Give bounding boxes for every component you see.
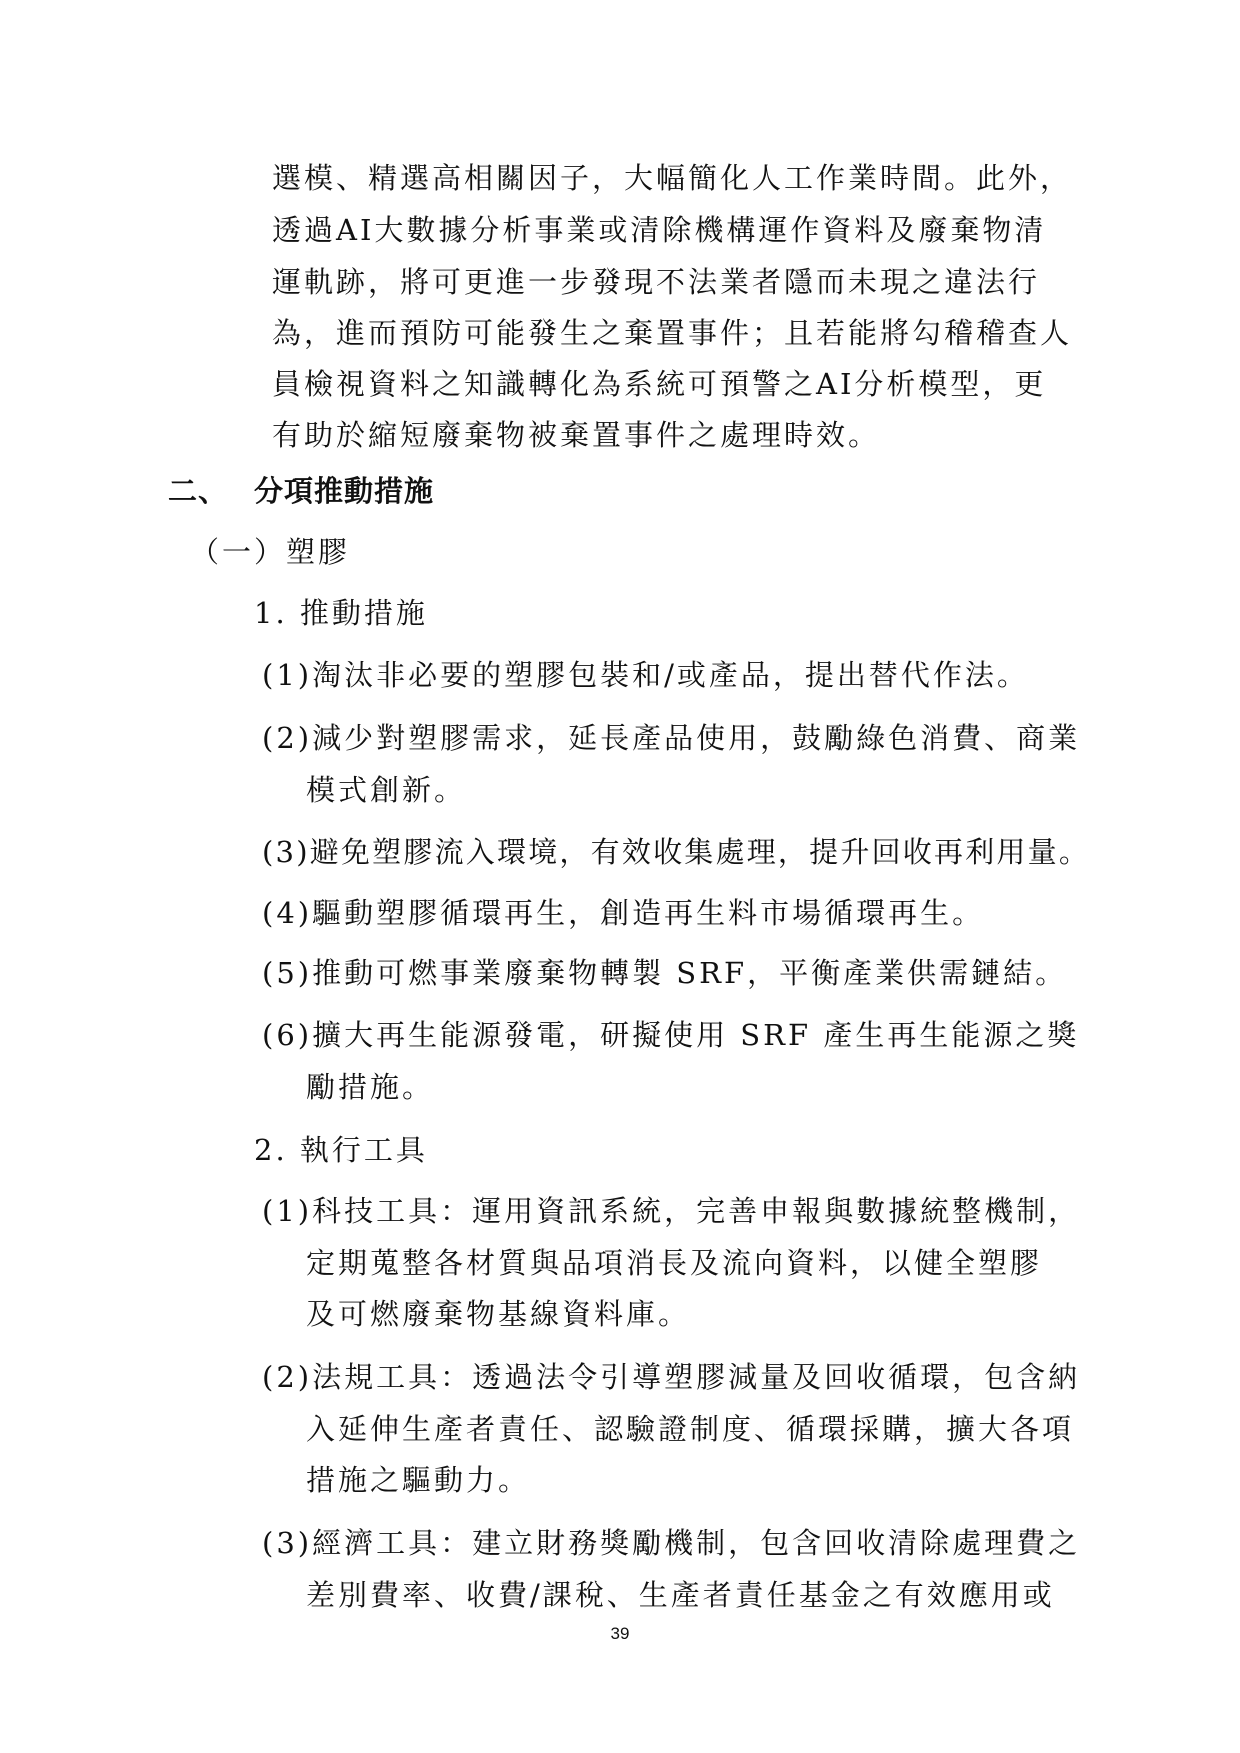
subsection-label: （一）塑膠 bbox=[190, 535, 351, 569]
intro-line-1: 選模、精選高相關因子，大幅簡化人工作業時間。此外， bbox=[272, 161, 1073, 195]
part1-item-2-cont: 模式創新。 bbox=[306, 773, 467, 807]
section-number: 二、 bbox=[168, 474, 229, 508]
part1-item-6: (6)擴大再生能源發電，研擬使用 SRF 產生再生能源之獎 bbox=[262, 1018, 1080, 1052]
part2-item-2-cont-1: 入延伸生產者責任、認驗證制度、循環採購，擴大各項 bbox=[306, 1412, 1075, 1446]
part1-item-5: (5)推動可燃事業廢棄物轉製 SRF，平衡產業供需鏈結。 bbox=[262, 956, 1068, 990]
part2-item-1-cont-2: 及可燃廢棄物基線資料庫。 bbox=[306, 1297, 691, 1331]
intro-line-5: 員檢視資料之知識轉化為系統可預警之AI分析模型，更 bbox=[272, 367, 1047, 401]
part2-item-3-cont-1: 差別費率、收費/課稅、生產者責任基金之有效應用或 bbox=[306, 1578, 1055, 1612]
part1-item-2: (2)減少對塑膠需求，延長產品使用，鼓勵綠色消費、商業 bbox=[262, 721, 1081, 755]
part1-heading: 1. 推動措施 bbox=[254, 596, 428, 630]
part2-item-1-cont-1: 定期蒐整各材質與品項消長及流向資料，以健全塑膠 bbox=[306, 1246, 1043, 1280]
page-number: 39 bbox=[610, 1624, 630, 1643]
section-title: 分項推動措施 bbox=[254, 474, 435, 508]
intro-line-6: 有助於縮短廢棄物被棄置事件之處理時效。 bbox=[272, 418, 881, 452]
intro-line-2: 透過AI大數據分析事業或清除機構運作資料及廢棄物清 bbox=[272, 213, 1047, 247]
part1-item-4: (4)驅動塑膠循環再生，創造再生料市場循環再生。 bbox=[262, 896, 985, 930]
part2-heading: 2. 執行工具 bbox=[254, 1133, 428, 1167]
part2-item-1: (1)科技工具：運用資訊系統，完善申報與數據統整機制， bbox=[262, 1194, 1081, 1228]
intro-line-3: 運軌跡，將可更進一步發現不法業者隱而未現之違法行 bbox=[272, 265, 1041, 299]
intro-line-4: 為，進而預防可能發生之棄置事件；且若能將勾稽稽查人 bbox=[272, 316, 1073, 350]
part2-item-2-cont-2: 措施之驅動力。 bbox=[306, 1463, 531, 1497]
part1-item-1: (1)淘汰非必要的塑膠包裝和/或產品，提出替代作法。 bbox=[262, 658, 1029, 692]
part1-item-6-cont: 勵措施。 bbox=[306, 1070, 435, 1104]
part2-item-2: (2)法規工具：透過法令引導塑膠減量及回收循環，包含納 bbox=[262, 1360, 1081, 1394]
part1-item-3: (3)避免塑膠流入環境，有效收集處理，提升回收再利用量。 bbox=[262, 835, 1091, 869]
part2-item-3: (3)經濟工具：建立財務獎勵機制，包含回收清除處理費之 bbox=[262, 1526, 1081, 1560]
